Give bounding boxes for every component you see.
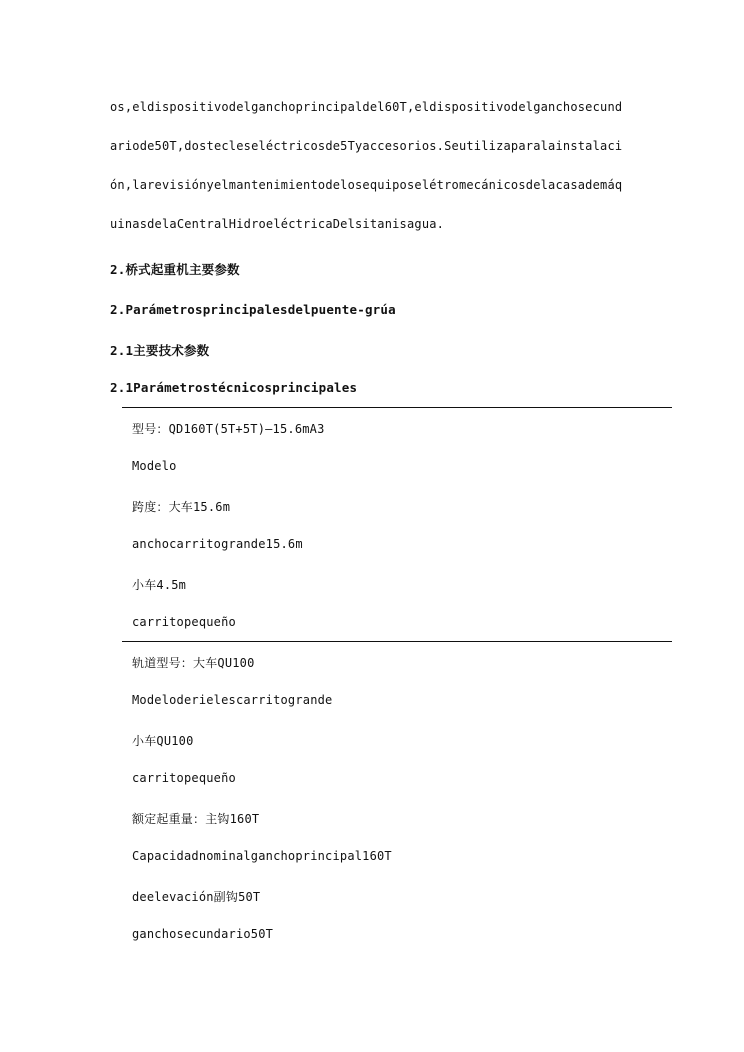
param-capacity-zh: 额定起重量：主钩160T: [132, 812, 260, 826]
section-2-1-title-es: 2.1Parámetrostécnicosprincipales: [110, 380, 358, 395]
param-span-small-es: carritopequeño: [132, 615, 236, 629]
param-span-zh: 跨度：大车15.6m: [132, 500, 231, 514]
intro-line-3: ón,larevisiónyelmantenimientodelosequiposelétromecánicosdelacasademáq: [110, 178, 623, 192]
param-span-es: anchocarritogrande15.6m: [132, 537, 303, 551]
param-rail-es: Modeloderielescarritogrande: [132, 693, 333, 707]
param-capacity-es: Capacidadnominalganchoprincipal160T: [132, 849, 392, 863]
param-rail-zh: 轨道型号：大车QU100: [132, 656, 255, 670]
section-2-1-title-zh: 2.1主要技术参数: [110, 343, 210, 358]
intro-line-1: os,eldispositivodelganchoprincipaldel60T,eldispositivodelganchosecund: [110, 100, 623, 114]
intro-line-2: ariode50T,dostecleseléctricosde5Tyaccesorios.Seutilizaparalainstalaci: [110, 139, 623, 153]
param-capacity-aux-zh: deelevación副钩50T: [132, 890, 261, 904]
table-mid-rule: [122, 641, 672, 642]
param-rail-small-es: carritopequeño: [132, 771, 236, 785]
section-2-title-es: 2.Parámetrosprincipalesdelpuente-grúa: [110, 302, 396, 317]
param-model-zh: 型号：QD160T(5T+5T)—15.6mA3: [132, 422, 325, 436]
param-span-small-zh: 小车4.5m: [132, 578, 187, 592]
param-rail-small-zh: 小车QU100: [132, 734, 194, 748]
table-top-rule: [122, 407, 672, 408]
section-2-title-zh: 2.桥式起重机主要参数: [110, 262, 240, 277]
param-model-es: Modelo: [132, 459, 177, 473]
param-capacity-aux-es: ganchosecundario50T: [132, 927, 274, 941]
intro-line-4: uinasdelaCentralHidroeléctricaDelsitanisagua.: [110, 217, 445, 231]
